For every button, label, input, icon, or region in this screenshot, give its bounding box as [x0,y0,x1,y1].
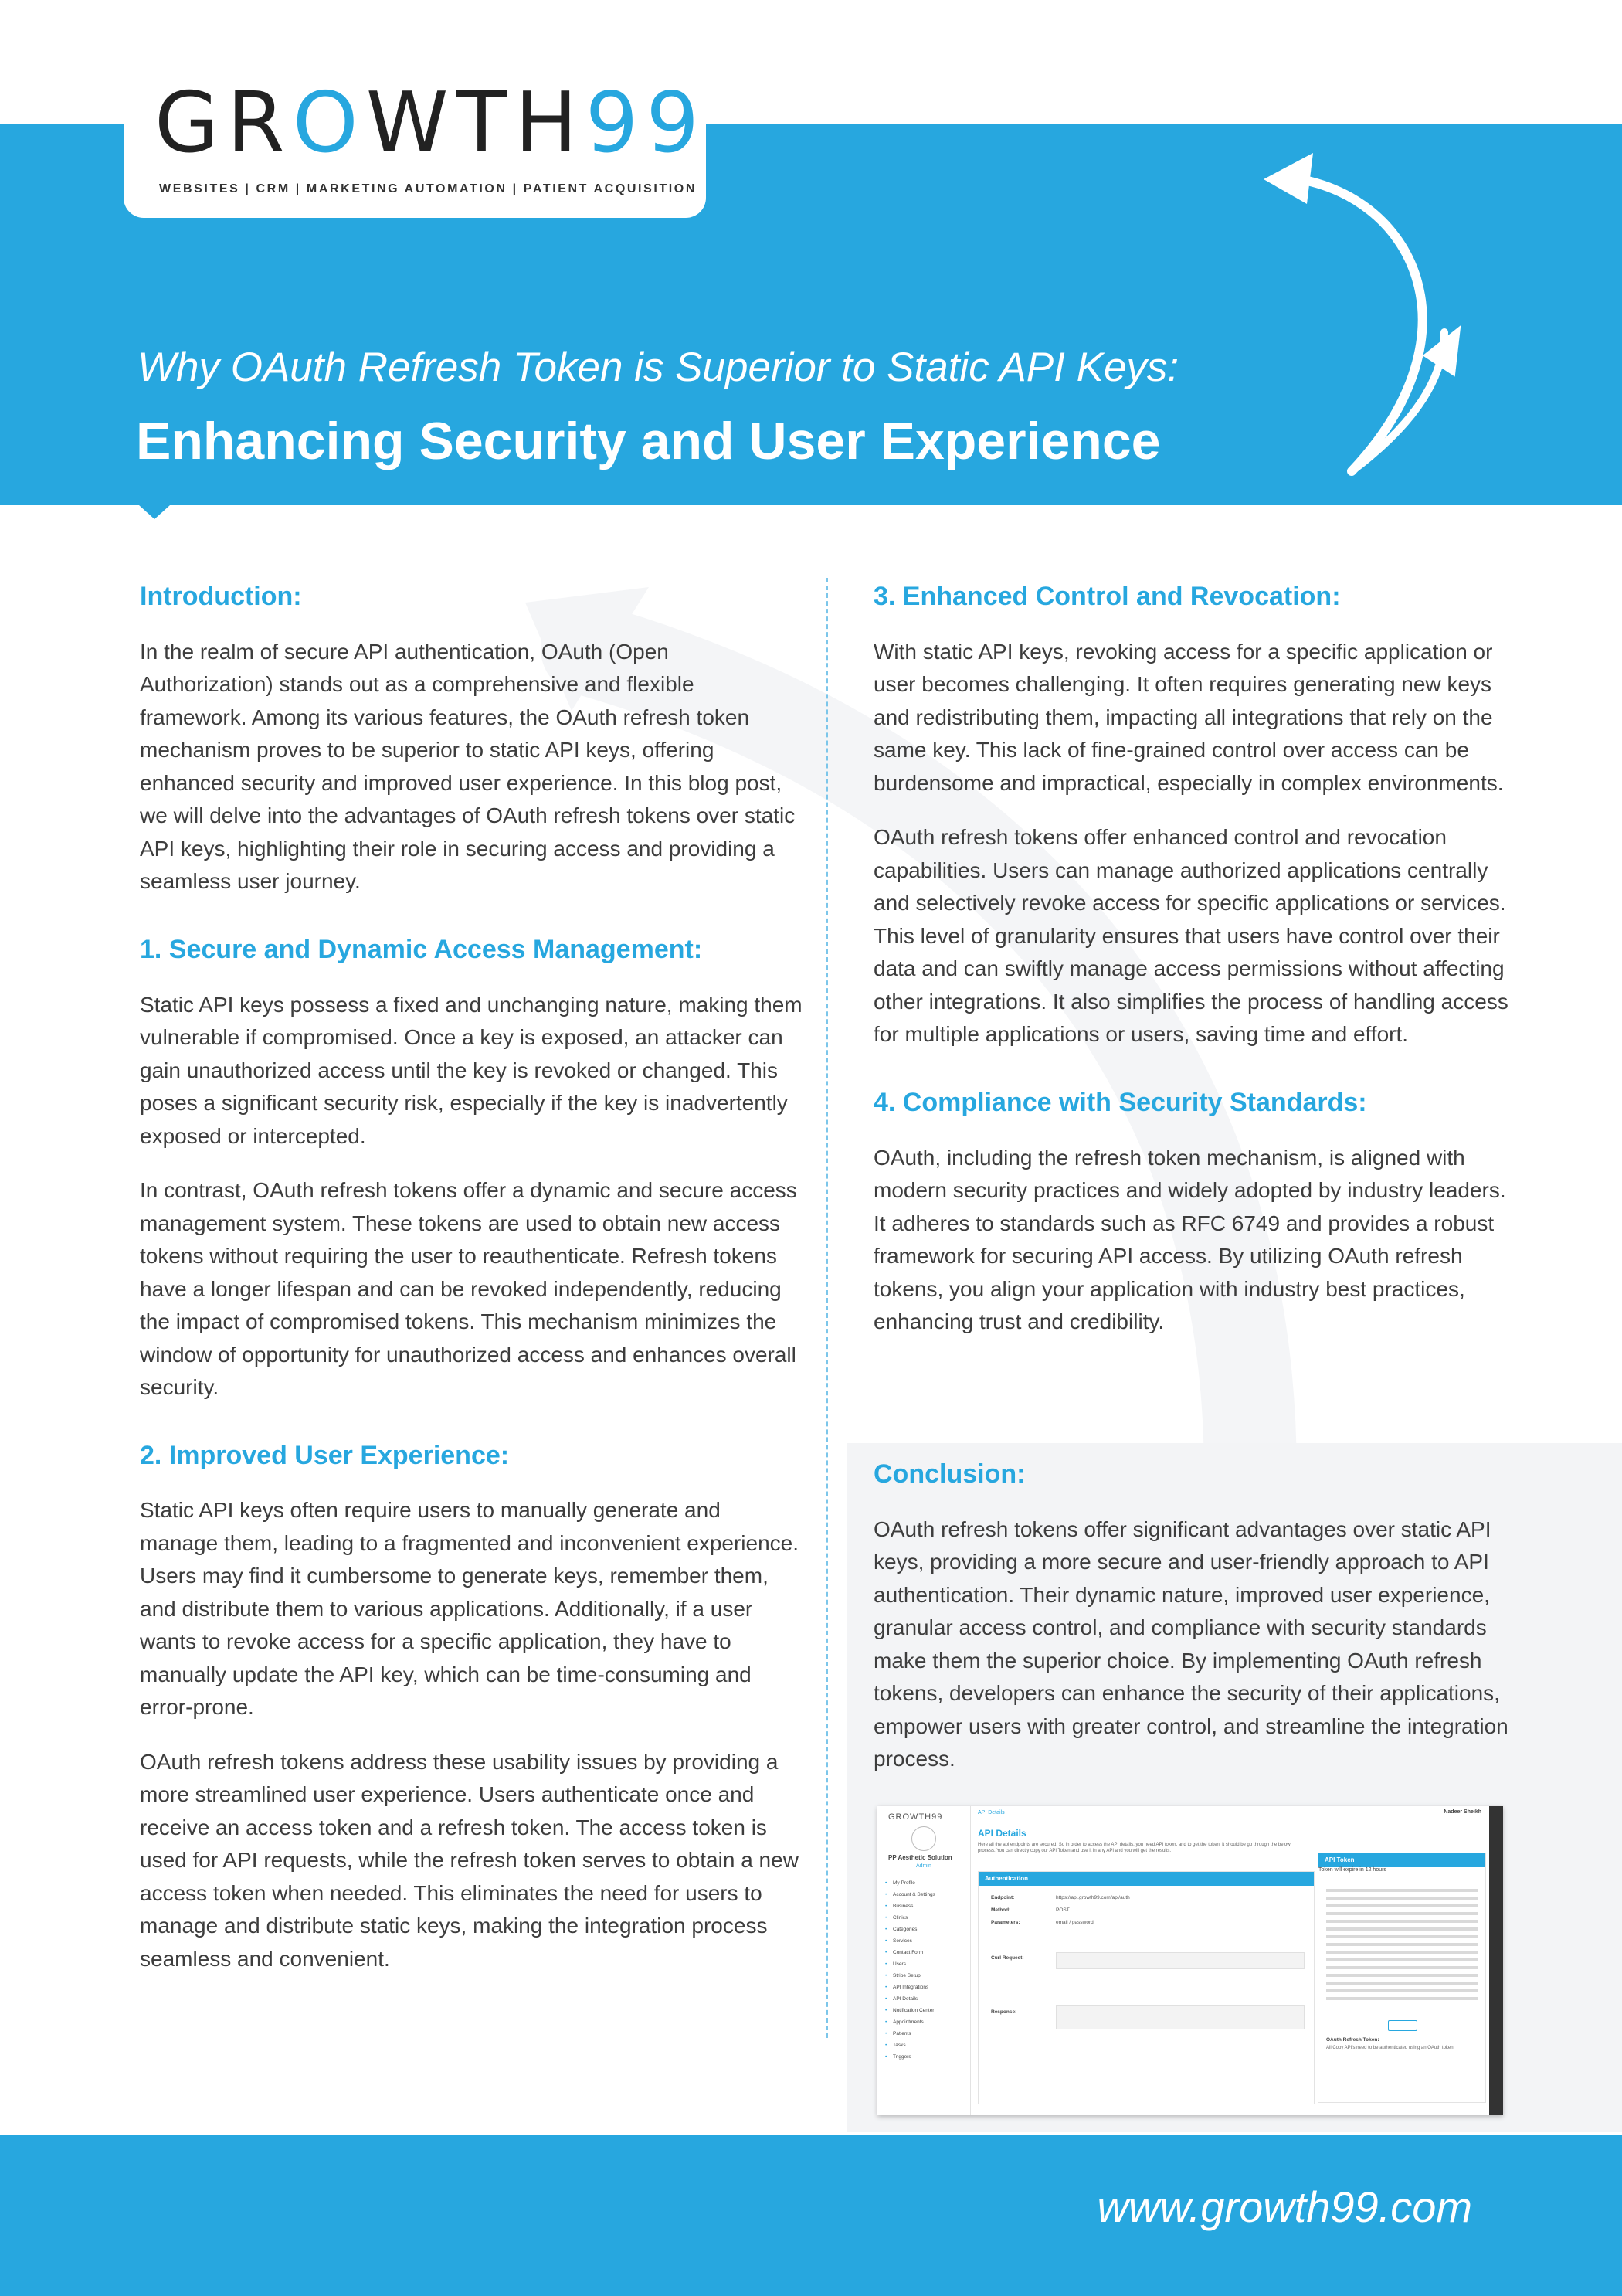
code-block [1056,1952,1305,1969]
token-line [1326,1897,1478,1900]
section-control-revocation [874,581,1522,1051]
token-line [1326,1912,1478,1915]
screenshot-logo: GROWTH99 [888,1812,943,1822]
row-value: https://api.growth99.com/api/auth [1056,1895,1130,1900]
sidebar-item: • Tasks [885,2040,935,2051]
sidebar-item: • Users [885,1958,935,1970]
sidebar-item: • Patients [885,2028,935,2040]
sidebar-item: • Triggers [885,2051,935,2063]
row-label: Endpoint: [991,1895,1015,1900]
paragraph: In contrast, OAuth refresh tokens offer a dynamic and secure access management system. These tokens are used to obtain new access tokens without requiring the user to reauthenticate. Refresh tokens have a longer lifespan and can be revoked independently, reducing the impact of compromised tokens. This mechanism minimizes the window of opportunity for unauthorized access and enhances overall security. [140,1178,797,1400]
section-compliance [874,1087,1522,1339]
token-line [1326,1997,1478,2000]
hero-subtitle: Why OAuth Refresh Token is Superior to Static API Keys: [137,345,1179,390]
section-secure-access [140,934,804,1404]
sidebar-item: • My Profile [885,1877,935,1889]
token-note: Token will expire in 12 hours [1318,1867,1386,1873]
token-line [1326,1989,1478,1992]
breadcrumb: API Details [978,1810,1005,1815]
token-line [1326,1958,1478,1961]
row-label: Response: [991,2009,1017,2015]
screenshot-topbar [970,1806,1503,1822]
section-heading: Introduction: [140,582,302,611]
token-line [1326,1889,1478,1892]
row-value: email / password [1056,1920,1094,1925]
paragraph: In the realm of secure API authentication, OAuth (Open Authorization) stands out as a comprehensive and flexible framework. Among its various features, the OAuth refresh token mechanism proves to be superior to static API keys, offering enhanced security and improved user experience. In this blog post, we will delve into the advantages of OAuth refresh tokens over static API keys, highlighting their role in securing access and providing a seamless user journey. [140,639,796,894]
sidebar-menu [885,1877,935,2063]
paragraph: OAuth, including the refresh token mechanism, is aligned with modern security practices and widely adopted by industry leaders. It adheres to standards such as RFC 6749 and provides a robust framework for securing API access. By utilizing OAuth refresh tokens, you align your application with industry best practices, enhancing trust and credibility. [874,1145,1506,1334]
section-heading: 2. Improved User Experience: [140,1440,510,1470]
user-role: Admin [916,1863,931,1869]
section-heading: 1. Secure and Dynamic Access Management: [140,934,703,964]
brand-logo: GROWTH99 [154,75,708,172]
sidebar-item: • API Integrations [885,1982,935,1993]
paragraph: With static API keys, revoking access for a specific application or user becomes challenging. It often requires generating new keys and redistributing them, impacting all integrations that rely on the same key. This lack of fine-grained control over access can be burdensome and impractical, especially in complex environments. [874,639,1504,795]
introduction-section [140,581,804,898]
sidebar-item: • Account & Settings [885,1889,935,1900]
footer-url-link[interactable]: www.growth99.com [1097,2182,1472,2231]
sidebar-item: • Appointments [885,2016,935,2028]
paragraph: OAuth refresh tokens offer enhanced control and revocation capabilities. Users can manage authorized applications centrally and selectively revoke access for specific applications or services. This level of granularity ensures that users have control over their data and can swiftly manage access permissions without affecting other integrations. It also simplifies the process of handling access for multiple applications or users, saving time and effort. [874,825,1508,1047]
paragraph: OAuth refresh tokens offer significant advantages over static API keys, providing a more secure and user-friendly approach to API authentication. Their dynamic nature, improved user experience, granular access control, and compliance with security standards make them the superior choice. By implementing OAuth refresh tokens, developers can enhance the security of their applications, empower users with greater control, and streamline the integration process. [874,1517,1508,1771]
section-heading: 3. Enhanced Control and Revocation: [874,582,1341,611]
token-line [1326,1943,1478,1946]
code-block [1056,2005,1305,2029]
token-line [1326,1974,1478,1977]
user-name: Nadeer Sheikh [1444,1809,1481,1815]
sidebar-item: • Stripe Setup [885,1970,935,1982]
scrollbar [1489,1806,1503,2115]
sidebar-item: • API Details [885,1993,935,2005]
right-column [874,581,1522,1374]
token-text: All Copy API's need to be authenticated using an OAuth token. [1326,2046,1455,2050]
card-header: API Token [1318,1853,1485,1867]
token-line [1326,1966,1478,1969]
token-line [1326,1935,1478,1938]
sidebar-item: • Clinics [885,1912,935,1924]
row-label: Method: [991,1907,1011,1913]
footer-band [0,2135,1622,2296]
row-value: POST [1056,1907,1070,1913]
copy-button[interactable] [1388,2020,1417,2031]
logo-card [124,63,706,218]
token-label: OAuth Refresh Token: [1326,2037,1379,2043]
row-label: Curl Request: [991,1955,1024,1961]
screenshot-page-title: API Details [978,1828,1026,1839]
refresh-arrow-icon [1236,147,1483,487]
sidebar-item: • Services [885,1935,935,1947]
sidebar-item: • Contact Form [885,1947,935,1958]
column-divider [826,578,828,2038]
paragraph: Static API keys possess a fixed and unchanging nature, making them vulnerable if compromised. Once a key is exposed, an attacker can gain unauthorized access until the key is revoked or changed. This poses a significant security risk, especially if the key is inadvertently exposed or intercepted. [140,992,803,1148]
token-line [1326,1927,1478,1931]
card-header: Authentication [979,1872,1314,1886]
paragraph: OAuth refresh tokens address these usability issues by providing a more streamlined user experience. Users authenticate once and receive an access token and a refresh token. The access token is used for API requests, while the refresh token serves to obtain a new access token when needed. This eliminates the need for users to manage and distribute static keys, making the integration process seamless and convenient. [140,1749,799,1971]
sidebar-item: • Notification Center [885,2005,935,2016]
token-line [1326,1904,1478,1907]
row-label: Parameters: [991,1920,1020,1925]
org-name: PP Aesthetic Solution [888,1854,952,1861]
hero-title: Enhancing Security and User Experience [136,412,1161,470]
brand-tagline: WEBSITES | CRM | MARKETING AUTOMATION | PATIENT ACQUISITION [159,182,697,195]
section-heading: Conclusion: [874,1459,1026,1489]
api-details-screenshot [877,1806,1503,2115]
authentication-card [978,1871,1315,2104]
api-token-card [1318,1853,1486,2103]
screenshot-sidebar [877,1806,971,2115]
token-line [1326,1920,1478,1923]
conclusion-section [874,1459,1522,1798]
sidebar-item: • Business [885,1900,935,1912]
paragraph: Static API keys often require users to manually generate and manage them, leading to a fragmented and inconvenient experience. Users may find it cumbersome to generate keys, remember them, and distribute them to various applications. Additionally, if a user wants to revoke access for a specific application, they have to manually update the API key, which can be time-consuming and error-prone. [140,1498,799,1720]
token-line [1326,1982,1478,1985]
section-user-experience [140,1440,804,1976]
header-notch [139,505,170,519]
screenshot-intro: Here all the api endpoints are secured. So in order to access the API details, you need API token, and to get the token, it should be go through the below process. You can directly copy our API Token and use it in any API and you will get the results. [978,1843,1291,1853]
left-column [140,581,804,2011]
sidebar-item: • Categories [885,1924,935,1935]
section-heading: 4. Compliance with Security Standards: [874,1087,1367,1117]
avatar [911,1826,936,1851]
token-line [1326,1951,1478,1954]
